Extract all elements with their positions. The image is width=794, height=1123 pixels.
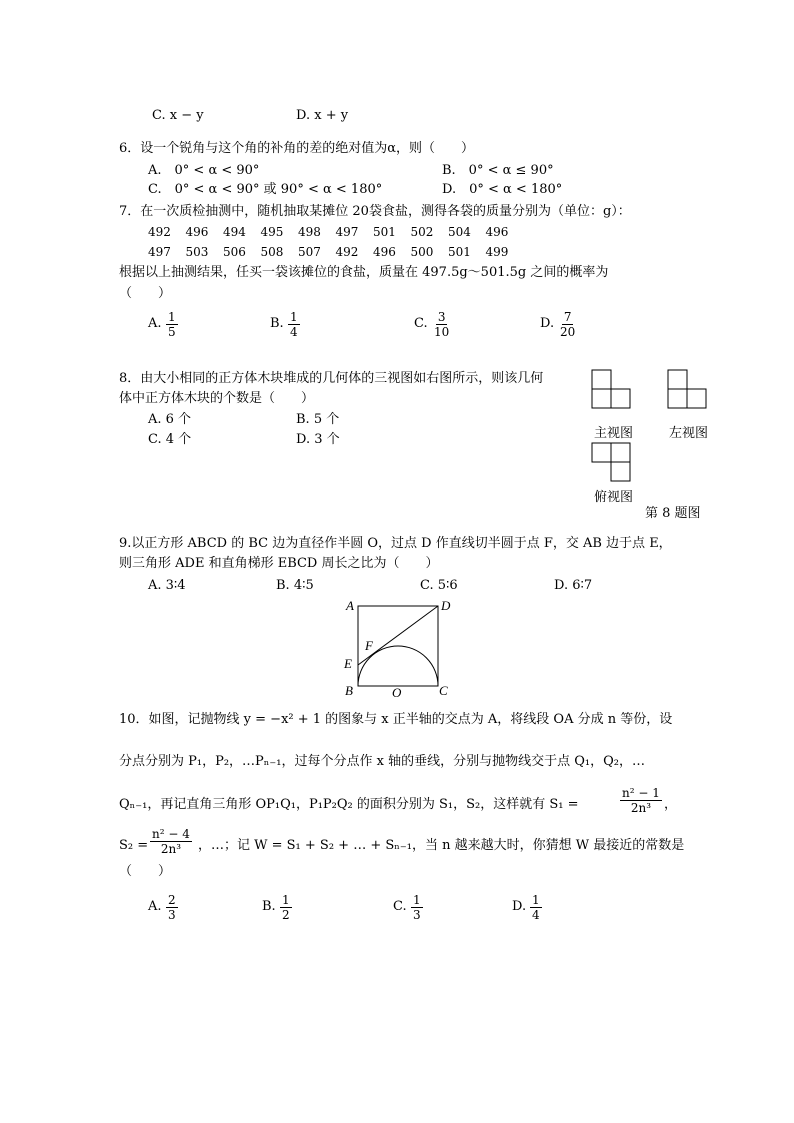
point-label-c: C	[439, 683, 448, 698]
q10-option-label: C.	[393, 899, 407, 914]
q8-option-a: A. 6 个	[148, 412, 192, 427]
front-view-label: 主视图	[594, 426, 634, 441]
q10-option-fraction	[530, 893, 542, 922]
point-label-o: O	[392, 685, 402, 700]
tangent-line-de	[358, 606, 438, 665]
fraction-numerator: 2	[168, 893, 176, 907]
q7-option-label: C.	[414, 316, 428, 331]
fraction-denominator: 4	[532, 908, 540, 922]
fraction-denominator: 20	[560, 325, 576, 339]
fraction-numerator: 1	[413, 893, 421, 907]
q6-option-b: B. 0° < α ≤ 90°	[442, 163, 554, 178]
q7-question-line: 根据以上抽测结果，任买一袋该摊位的食盐，质量在 497.5g～501.5g 之间的概率为	[119, 265, 609, 280]
q9-option-c: C. 5∶6	[420, 578, 458, 593]
fraction-denominator: 2	[282, 908, 290, 922]
fraction-denominator: 4	[290, 325, 298, 339]
q7-data-value: 492	[335, 245, 359, 259]
q7-data-value: 496	[485, 225, 509, 239]
q7-data-value: 501	[448, 245, 471, 259]
q7-data-value: 497	[148, 245, 171, 259]
q7-data-value: 496	[373, 245, 396, 259]
s1-numerator: n² − 1	[622, 786, 660, 800]
q9-stem-2: 则三角形 ADE 和直角梯形 EBCD 周长之比为（ ）	[119, 556, 439, 571]
q10-line-1: 10．如图，记抛物线 y = −x² + 1 的图象与 x 正半轴的交点为 A，将线段 OA 分成 n 等份，设	[119, 712, 673, 727]
q6-option-d: D. 0° < α < 180°	[442, 182, 563, 197]
q7-data-value: 494	[223, 225, 246, 239]
q9-stem-1: 9.以正方形 ABCD 的 BC 边为直径作半圆 O，过点 D 作直线切半圆于点 F，交 AB 边于点 E，	[119, 536, 672, 551]
q7-data-value: 499	[485, 245, 509, 259]
q7-data-value: 502	[410, 225, 434, 239]
q8-stem-1: 8．由大小相同的正方体木块堆成的几何体的三视图如右图所示，则该几何	[119, 371, 544, 386]
q7-data-value: 503	[185, 245, 209, 259]
s2-denominator: 2n³	[160, 842, 182, 856]
q8-figure-caption: 第 8 题图	[645, 506, 701, 521]
fraction-numerator: 1	[532, 893, 540, 907]
q10-option-fraction	[280, 893, 292, 922]
point-label-f: F	[365, 638, 373, 653]
q7-option-label: B.	[270, 316, 284, 331]
q9-option-d: D. 6∶7	[554, 578, 593, 593]
q8-stem-2: 体中正方体木块的个数是（ ）	[119, 391, 315, 406]
q10-comma: ，	[664, 797, 678, 812]
q7-answer-paren: （ ）	[119, 286, 172, 301]
q7-data-value: 508	[260, 245, 284, 259]
fraction-numerator: 3	[437, 310, 446, 324]
q7-data-value: 492	[148, 225, 171, 239]
q10-option-fraction	[411, 893, 423, 922]
left-view-label: 左视图	[669, 426, 709, 441]
point-label-a: A	[346, 598, 354, 613]
top-view-label: 俯视图	[594, 490, 634, 505]
q8-option-b: B. 5 个	[296, 412, 340, 427]
q7-option-label: D.	[540, 316, 555, 331]
q9-option-a: A. 3∶4	[148, 578, 186, 593]
s2-numerator: n² − 4	[152, 827, 190, 841]
q10-option-label: B.	[262, 899, 276, 914]
q10-line-3: Qₙ₋₁，再记直角三角形 OP₁Q₁，P₁P₂Q₂ 的面积分别为 S₁，S₂，这样就有 S₁ =	[119, 797, 579, 812]
q8-option-d: D. 3 个	[296, 432, 340, 447]
q7-data-value: 500	[410, 245, 434, 259]
point-label-b: B	[345, 683, 353, 698]
fraction-numerator: 1	[282, 893, 290, 907]
fraction-numerator: 1	[290, 310, 298, 324]
q6-option-c: C. 0° < α < 90° 或 90° < α < 180°	[148, 182, 383, 197]
q7-data-value: 498	[298, 225, 321, 239]
s1-denominator: 2n³	[630, 801, 652, 815]
q7-stem: 7．在一次质检抽测中，随机抽取某摊位 20袋食盐，测得各袋的质量分别为（单位：g）：	[119, 204, 631, 219]
q7-data-value: 497	[335, 225, 359, 239]
fraction-numerator: 7	[563, 310, 572, 324]
q10-option-fraction	[166, 893, 178, 922]
point-label-e: E	[344, 656, 352, 671]
q7-data-value: 501	[373, 225, 396, 239]
fraction-denominator: 3	[168, 908, 176, 922]
fraction-numerator: 1	[168, 310, 176, 324]
q7-data-value: 496	[185, 225, 209, 239]
q6-option-a: A. 0° < α < 90°	[148, 163, 260, 178]
q5-option-d: D. x + y	[296, 108, 349, 123]
q6-stem: 6．设一个锐角与这个角的补角的差的绝对值为α，则（ ）	[119, 141, 475, 156]
q8-option-c: C. 4 个	[148, 432, 192, 447]
point-label-d: D	[441, 598, 451, 613]
q10-line-4: ，…；记 W = S₁ + S₂ + … + Sₙ₋₁，当 n 越来越大时，你猜想 W 最接近的常数是	[198, 838, 685, 853]
q10-line-2: 分点分别为 P₁，P₂，…Pₙ₋₁，过每个分点作 x 轴的垂线，分别与抛物线交于点 Q₁，Q₂，…	[119, 754, 645, 769]
q10-answer-paren: （ ）	[119, 864, 172, 879]
q7-data-value: 507	[298, 245, 321, 259]
fraction-denominator: 10	[434, 325, 450, 339]
q10-option-label: D.	[512, 899, 527, 914]
fraction-denominator: 5	[168, 325, 176, 339]
fraction-denominator: 3	[413, 908, 421, 922]
s2-fraction	[150, 827, 192, 856]
q10-line-4-start: S₂ =	[119, 838, 149, 853]
q10-option-label: A.	[148, 899, 162, 914]
q9-option-b: B. 4∶5	[276, 578, 314, 593]
q7-data-value: 506	[223, 245, 246, 259]
q5-option-c: C. x − y	[152, 108, 204, 123]
q7-data-value: 504	[448, 225, 471, 239]
q7-data-value: 495	[260, 225, 284, 239]
q7-option-label: A.	[148, 316, 162, 331]
s1-fraction	[620, 786, 662, 815]
